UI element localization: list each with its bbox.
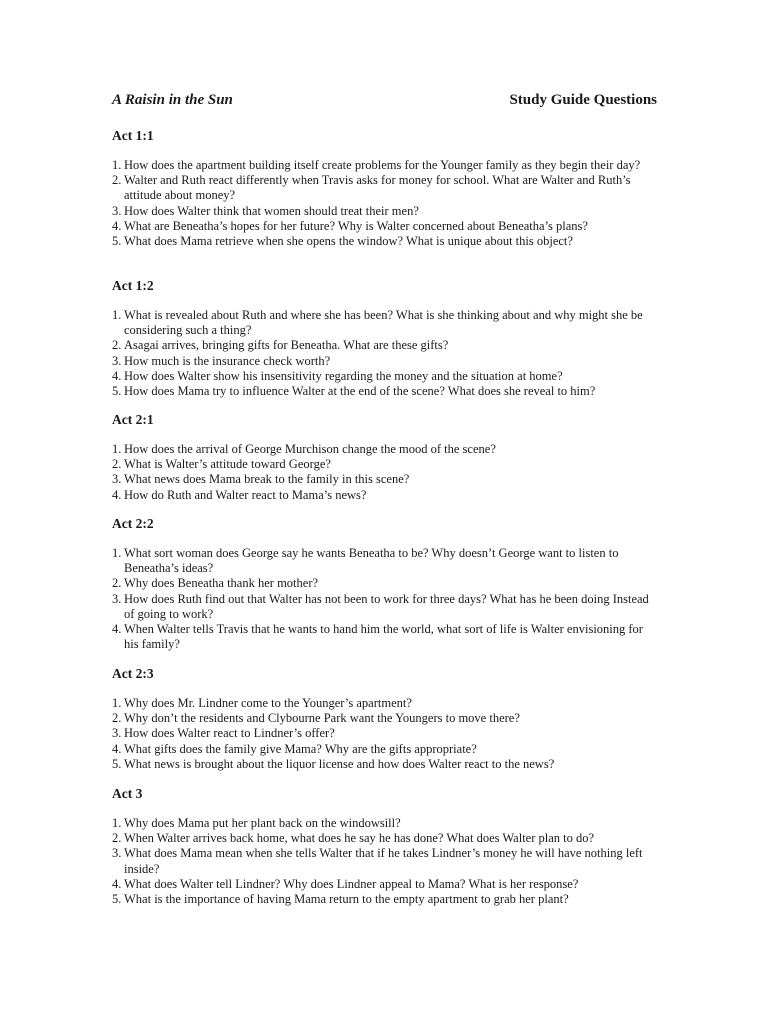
question-number: 2. xyxy=(112,711,122,726)
section-act-2-2 xyxy=(112,516,657,652)
question-list xyxy=(112,308,657,399)
question-number: 5. xyxy=(112,756,122,771)
question-text: Why don’t the residents and Clybourne Park want the Youngers to move there? xyxy=(124,711,520,726)
question-number: 2. xyxy=(112,576,122,591)
question-number: 4. xyxy=(112,218,122,233)
question-item xyxy=(112,173,657,203)
question-item xyxy=(112,219,657,234)
section-heading: Act 2:1 xyxy=(112,412,154,427)
question-text: When Walter arrives back home, what does he say he has done? What does Walter plan to do? xyxy=(124,831,595,846)
question-item xyxy=(112,892,657,907)
question-text: Why does Mr. Lindner come to the Younger’s apartment? xyxy=(124,696,412,710)
question-number: 5. xyxy=(112,892,122,907)
question-number: 3. xyxy=(112,726,122,741)
question-list xyxy=(112,442,657,503)
question-item xyxy=(112,442,657,457)
question-number: 3. xyxy=(112,591,122,606)
question-text: What sort woman does George say he wants Beneatha to be? Why doesn’t George want to listen to Beneatha’s ideas? xyxy=(124,546,619,576)
question-text: How do Ruth and Walter react to Mama’s news? xyxy=(124,487,367,502)
section-heading: Act 1:1 xyxy=(112,128,154,143)
question-number: 1. xyxy=(112,442,122,456)
question-text: What does Mama retrieve when she opens the window? What is unique about this object? xyxy=(124,234,573,249)
section-heading: Act 2:3 xyxy=(112,666,154,681)
question-item xyxy=(112,488,657,503)
question-item xyxy=(112,204,657,219)
section-act-2-1 xyxy=(112,412,657,503)
question-text: Why does Mama put her plant back on the windowsill? xyxy=(124,816,401,830)
question-text: How does Walter think that women should treat their men? xyxy=(124,203,419,218)
question-number: 3. xyxy=(112,846,122,861)
question-item xyxy=(112,757,657,772)
question-text: What gifts does the family give Mama? Why are the gifts appropriate? xyxy=(124,741,477,756)
document-title: A Raisin in the Sun xyxy=(112,92,233,108)
section-heading: Act 1:2 xyxy=(112,278,154,293)
question-text: When Walter tells Travis that he wants to hand him the world, what sort of life is Walter envisioning for his family? xyxy=(124,622,643,652)
question-text: What are Beneatha’s hopes for her future? Why is Walter concerned about Beneatha’s plans? xyxy=(124,218,588,233)
question-text: How does Walter react to Lindner’s offer? xyxy=(124,726,335,741)
question-text: What does Walter tell Lindner? Why does Lindner appeal to Mama? What is her response? xyxy=(124,876,579,891)
question-text: How does Walter show his insensitivity regarding the money and the situation at home? xyxy=(124,368,563,383)
question-item xyxy=(112,877,657,892)
question-text: What news is brought about the liquor license and how does Walter react to the news? xyxy=(124,756,555,771)
section-heading: Act 2:2 xyxy=(112,516,154,531)
question-number: 1. xyxy=(112,308,122,322)
question-text: Walter and Ruth react differently when Travis asks for money for school. What are Walter and Ruth’s attitude about money? xyxy=(124,173,631,203)
section-heading: Act 3 xyxy=(112,786,143,801)
question-item xyxy=(112,338,657,353)
question-number: 4. xyxy=(112,876,122,891)
question-list xyxy=(112,546,657,652)
question-number: 4. xyxy=(112,487,122,502)
question-number: 2. xyxy=(112,831,122,846)
question-text: What is Walter’s attitude toward George? xyxy=(124,457,331,472)
document-page xyxy=(112,92,657,907)
question-text: What is revealed about Ruth and where she has been? What is she thinking about and why might she be considering such a thing? xyxy=(124,308,643,338)
question-text: How does the apartment building itself create problems for the Younger family as they begin their day? xyxy=(124,158,641,172)
question-text: What news does Mama break to the family in this scene? xyxy=(124,472,410,487)
question-item xyxy=(112,457,657,472)
question-text: How does Mama try to influence Walter at the end of the scene? What does she reveal to him? xyxy=(124,384,596,399)
question-item xyxy=(112,546,657,576)
question-number: 5. xyxy=(112,234,122,249)
section-act-1-1 xyxy=(112,128,657,249)
question-item xyxy=(112,472,657,487)
question-item xyxy=(112,726,657,741)
question-number: 1. xyxy=(112,696,122,710)
question-number: 2. xyxy=(112,173,122,188)
question-number: 3. xyxy=(112,472,122,487)
question-number: 2. xyxy=(112,338,122,353)
question-number: 1. xyxy=(112,158,122,172)
question-number: 2. xyxy=(112,457,122,472)
section-act-1-2 xyxy=(112,278,657,399)
question-number: 3. xyxy=(112,353,122,368)
question-text: Why does Beneatha thank her mother? xyxy=(124,576,319,591)
question-text: How much is the insurance check worth? xyxy=(124,353,331,368)
question-item xyxy=(112,696,657,711)
question-item xyxy=(112,592,657,622)
question-item xyxy=(112,816,657,831)
question-list xyxy=(112,816,657,907)
question-text: What does Mama mean when she tells Walter that if he takes Lindner’s money he will have nothing left inside? xyxy=(124,846,643,876)
question-list xyxy=(112,696,657,772)
question-item xyxy=(112,384,657,399)
question-item xyxy=(112,369,657,384)
question-number: 1. xyxy=(112,816,122,830)
question-item xyxy=(112,576,657,591)
question-item xyxy=(112,831,657,846)
question-item xyxy=(112,158,657,173)
question-item xyxy=(112,846,657,876)
question-item xyxy=(112,622,657,652)
question-number: 4. xyxy=(112,622,122,637)
question-number: 3. xyxy=(112,203,122,218)
question-item xyxy=(112,234,657,249)
question-number: 5. xyxy=(112,384,122,399)
question-list xyxy=(112,158,657,249)
section-act-3 xyxy=(112,786,657,907)
document-header xyxy=(112,92,657,114)
document-subtitle: Study Guide Questions xyxy=(509,92,657,108)
question-item xyxy=(112,742,657,757)
question-text: How does Ruth find out that Walter has not been to work for three days? What has he been doing Instead of going to work? xyxy=(124,591,649,621)
question-text: How does the arrival of George Murchison change the mood of the scene? xyxy=(124,442,496,456)
question-item xyxy=(112,711,657,726)
question-text: What is the importance of having Mama return to the empty apartment to grab her plant? xyxy=(124,892,569,907)
question-number: 1. xyxy=(112,546,122,560)
question-number: 4. xyxy=(112,368,122,383)
question-text: Asagai arrives, bringing gifts for Beneatha. What are these gifts? xyxy=(124,338,449,353)
question-item xyxy=(112,308,657,338)
section-act-2-3 xyxy=(112,666,657,772)
question-number: 4. xyxy=(112,741,122,756)
question-item xyxy=(112,354,657,369)
